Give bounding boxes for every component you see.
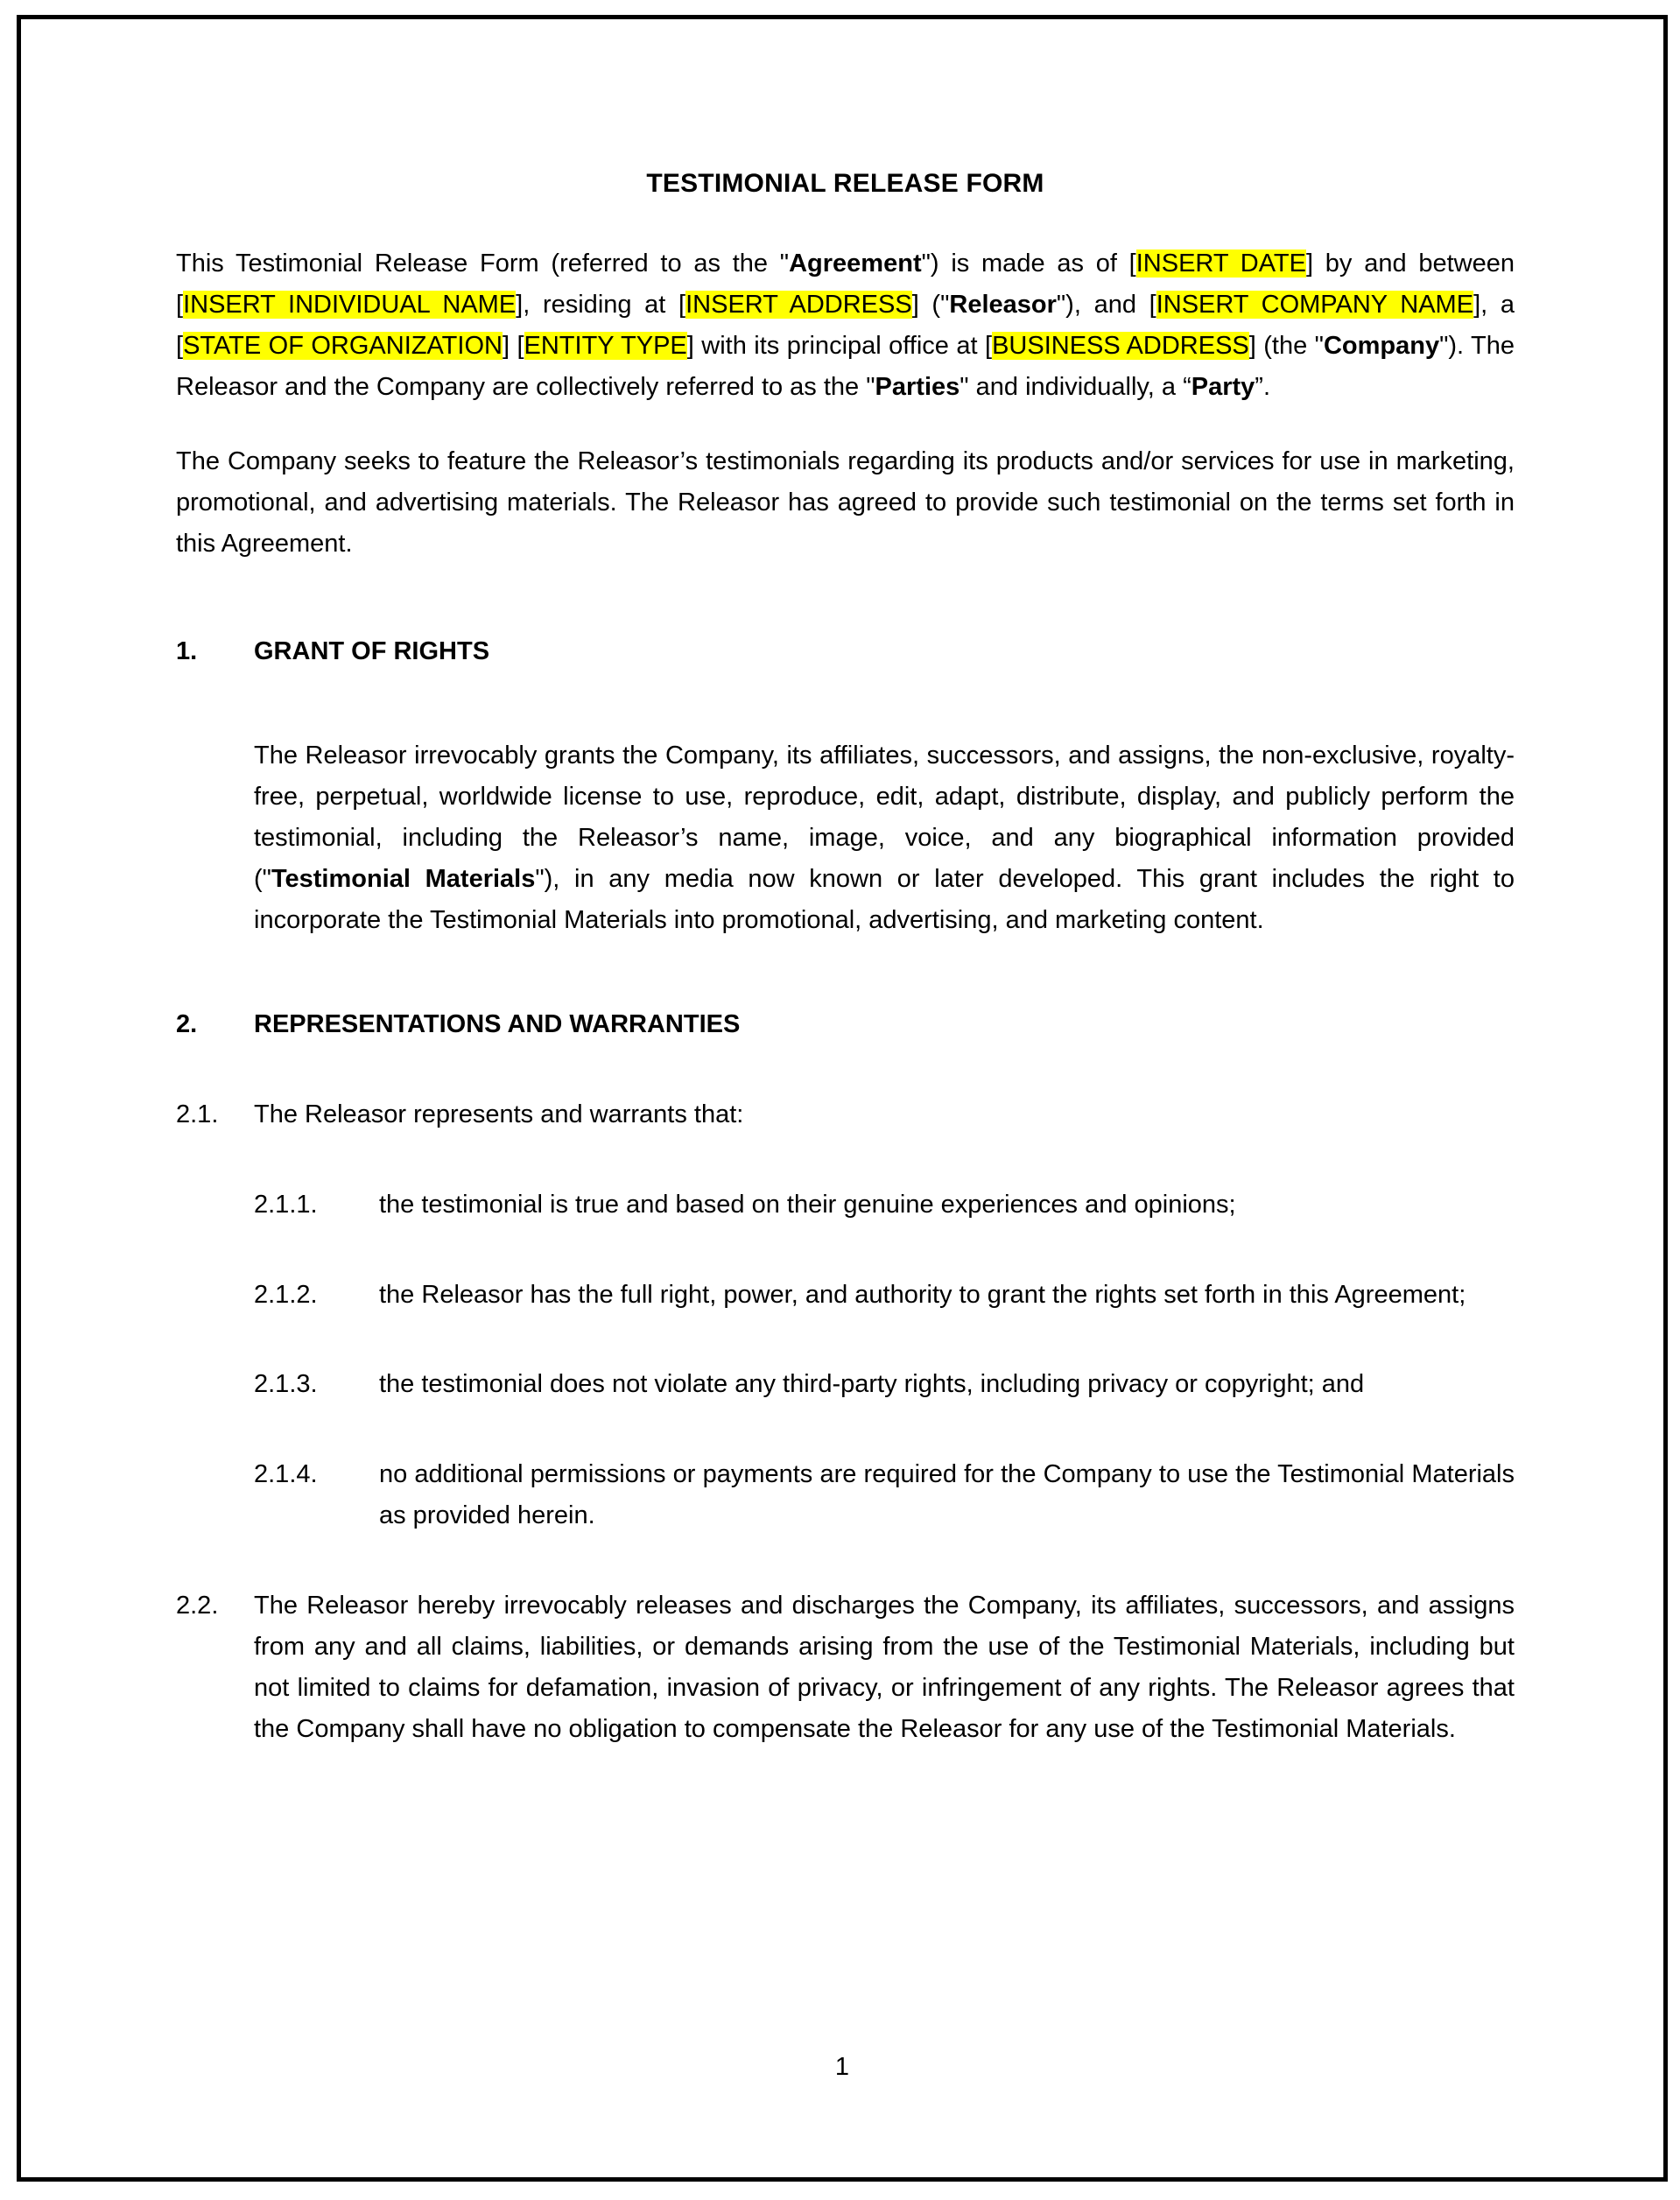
intro-p1-seg2: ") is made as of [ xyxy=(921,250,1136,278)
subclause-2-1-3-number: 2.1.3. xyxy=(254,1370,318,1399)
section-1-body-seg2: "), in any media now known or later developed. This grant includes the right to incorporate the Testimonial Materials into promotional, advertising, and marketing content. xyxy=(254,864,1515,934)
spacer xyxy=(176,672,1515,735)
page-number: 1 xyxy=(834,2053,850,2081)
subclause-2-1-1-text: the testimonial is true and based on their genuine experiences and opinions; xyxy=(379,1190,1236,1219)
section-1-body xyxy=(254,735,1515,941)
intro-paragraph-1 xyxy=(176,243,1515,408)
subclause-2-1-3 xyxy=(254,1364,1515,1405)
placeholder-insert-address: INSERT ADDRESS xyxy=(685,290,912,319)
clause-2-2-number: 2.2. xyxy=(176,1592,219,1620)
clause-2-1-text: The Releasor represents and warrants that: xyxy=(254,1100,744,1128)
subclause-2-1-2-number: 2.1.2. xyxy=(254,1280,318,1309)
spacer xyxy=(176,1226,1515,1275)
intro-paragraph-2: The Company seeks to feature the Releasor’s testimonials regarding its products and/or services for use in marketing, promotional, and advertising materials. The Releasor has agreed to provide such testimonial on the terms set forth in this Agreement. xyxy=(176,446,1515,558)
spacer xyxy=(176,598,1515,631)
placeholder-state-of-organization: STATE OF ORGANIZATION xyxy=(183,331,503,360)
placeholder-business-address: BUSINESS ADDRESS xyxy=(992,331,1249,360)
subclause-2-1-1 xyxy=(254,1184,1515,1226)
section-1-number: 1. xyxy=(176,636,198,665)
document-body xyxy=(176,168,1515,1750)
intro-p1-seg8: ] [ xyxy=(502,331,524,360)
spacer xyxy=(176,1315,1515,1364)
spacer xyxy=(176,1135,1515,1184)
section-1-body-seg1: The Releasor irrevocably grants the Company, its affiliates, successors, and assigns, the non-exclusive, royalty-free, perpetual, worldwide license to use, reproduce, edit, adapt, distribute, display, and publicly perform the testimonial, including the Releasor’s name, image, voice, and any biographical information provided (" xyxy=(254,741,1515,893)
placeholder-insert-individual-name: INSERT INDIVIDUAL NAME xyxy=(183,290,517,319)
spacer xyxy=(176,1536,1515,1585)
subclause-2-1-4 xyxy=(254,1454,1515,1536)
term-releasor: Releasor xyxy=(949,290,1057,319)
intro-p1-seg9: ] with its principal office at [ xyxy=(686,331,993,360)
clause-2-2-text: The Releasor hereby irrevocably releases and discharges the Company, its affiliates, successors, and assigns from any and all claims, liabilities, or demands arising from the use of the Testimonial Materials, including but not limited to claims for defamation, invasion of privacy, or infringement of any rights. The Releasor agrees that the Company shall have no obligation to compensate the Releasor for any use of the Testimonial Materials. xyxy=(254,1592,1515,1744)
section-2-title: REPRESENTATIONS AND WARRANTIES xyxy=(254,1009,741,1038)
subclause-2-1-2 xyxy=(254,1275,1515,1316)
intro-p1-seg4: ], residing at [ xyxy=(516,290,686,319)
intro-p1-seg1: This Testimonial Release Form (referred to as the " xyxy=(176,250,790,278)
section-heading-1 xyxy=(176,631,1515,672)
intro-p1-seg6: "), and [ xyxy=(1056,290,1156,319)
term-parties: Parties xyxy=(875,372,960,401)
subclause-2-1-1-number: 2.1.1. xyxy=(254,1190,318,1219)
intro-p1-seg7: ], a [ xyxy=(176,290,1515,360)
clause-2-1-number: 2.1. xyxy=(176,1100,219,1128)
spacer xyxy=(176,941,1515,1004)
subclause-2-1-3-text: the testimonial does not violate any third-party rights, including privacy or copyright; and xyxy=(379,1370,1365,1399)
clause-2-1 xyxy=(176,1094,1515,1135)
placeholder-entity-type: ENTITY TYPE xyxy=(524,331,687,360)
intro-p1-seg10: ] (the " xyxy=(1248,331,1324,360)
subclause-2-1-4-number: 2.1.4. xyxy=(254,1460,318,1489)
section-1-title: GRANT OF RIGHTS xyxy=(254,636,490,665)
intro-p1-seg5: ] (" xyxy=(911,290,950,319)
placeholder-insert-date: INSERT DATE xyxy=(1135,250,1306,278)
intro-p1-seg13: ”. xyxy=(1255,372,1271,401)
page-title: TESTIMONIAL RELEASE FORM xyxy=(646,169,1044,198)
placeholder-insert-company-name: INSERT COMPANY NAME xyxy=(1156,290,1474,319)
clause-2-2 xyxy=(176,1585,1515,1750)
intro-p1-seg3: ] by and between [ xyxy=(176,250,1515,319)
section-heading-2 xyxy=(176,1004,1515,1045)
intro-p1-seg12: " and individually, a “ xyxy=(959,372,1191,401)
spacer xyxy=(176,1045,1515,1094)
spacer xyxy=(176,1405,1515,1454)
section-2-number: 2. xyxy=(176,1009,198,1038)
subclause-2-1-4-text: no additional permissions or payments are required for the Company to use the Testimonial Materials as provided herein. xyxy=(379,1460,1515,1530)
subclause-2-1-2-text: the Releasor has the full right, power, and authority to grant the rights set forth in this Agreement; xyxy=(379,1280,1466,1309)
intro-p1-seg11: "). The Releasor and the Company are collectively referred to as the " xyxy=(176,331,1515,401)
document-page-frame xyxy=(17,15,1668,2182)
term-agreement: Agreement xyxy=(789,250,922,278)
term-testimonial-materials: Testimonial Materials xyxy=(271,864,536,893)
term-company: Company xyxy=(1323,331,1440,360)
term-party: Party xyxy=(1191,372,1255,401)
